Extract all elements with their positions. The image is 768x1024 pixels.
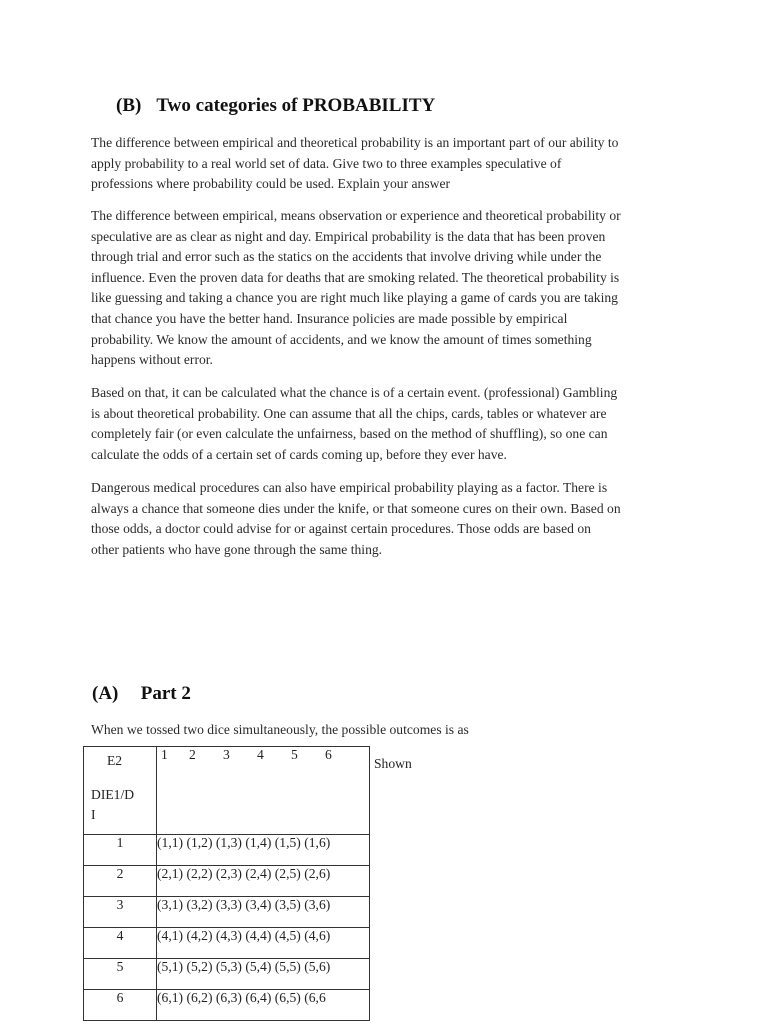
table-row	[84, 990, 370, 1021]
text-line: that chance you have the better hand. Insurance policies are made possible by empirical	[91, 310, 568, 326]
section-b-number: (B)	[116, 95, 142, 116]
paragraph-medical	[91, 478, 691, 560]
dice-outcomes-table	[83, 746, 370, 1021]
text-line: through trial and error such as the statics on the accidents that involve driving while under the	[91, 249, 602, 265]
row-label: 4	[84, 928, 157, 959]
section-a-title: Part 2	[140, 683, 191, 704]
text-line: apply probability to a real world set of data. Give two to three examples speculative of	[91, 155, 562, 171]
paragraph-question	[91, 133, 691, 195]
row-label: 3	[84, 897, 157, 928]
text-line: those odds, a doctor could advise for or against certain procedures. Those odds are based on	[91, 521, 591, 537]
paragraph-empirical-vs-theoretical	[91, 206, 691, 371]
text-line: Dangerous medical procedures can also have empirical probability playing as a factor. There is	[91, 480, 608, 495]
table-row	[84, 897, 370, 928]
table-row	[84, 928, 370, 959]
text-line: happens without error.	[91, 352, 213, 368]
text-line: The difference between empirical, means observation or experience and theoretical probability or	[91, 208, 621, 223]
table-row	[84, 835, 370, 866]
corner-bottom-label	[91, 785, 156, 825]
row-outcomes: (1,1) (1,2) (1,3) (1,4) (1,5) (1,6)	[157, 835, 370, 866]
row-label: 5	[84, 959, 157, 990]
row-label: 1	[84, 835, 157, 866]
column-headers-cell	[157, 747, 370, 835]
text-line: The difference between empirical and theoretical probability is an important part of our ability to	[91, 135, 619, 150]
paragraph-dice-intro	[91, 720, 691, 741]
section-b-heading	[116, 95, 435, 117]
column-header: 5	[291, 747, 298, 762]
row-outcomes: (5,1) (5,2) (5,3) (5,4) (5,5) (5,6)	[157, 959, 370, 990]
table-row	[84, 959, 370, 990]
text-line: Based on that, it can be calculated what the chance is of a certain event. (professional) Gambling	[91, 385, 618, 400]
text-line: speculative are as clear as night and day. Empirical probability is the data that has been proven	[91, 228, 606, 244]
paragraph-gambling	[91, 383, 691, 465]
row-outcomes: (6,1) (6,2) (6,3) (6,4) (6,5) (6,6	[157, 990, 370, 1021]
row-outcomes: (3,1) (3,2) (3,3) (3,4) (3,5) (3,6)	[157, 897, 370, 928]
table-header-row	[84, 747, 370, 835]
text-line: influence. Even the proven data for deaths that are smoking related. The theoretical probability is	[91, 269, 620, 285]
corner-bottom-line: DIE1/D	[91, 787, 135, 802]
section-a-heading	[92, 683, 191, 705]
text-line: like guessing and taking a chance you are right much like playing a game of cards you are taking	[91, 290, 618, 306]
row-outcomes: (4,1) (4,2) (4,3) (4,4) (4,5) (4,6)	[157, 928, 370, 959]
row-label: 2	[84, 866, 157, 897]
row-label: 6	[84, 990, 157, 1021]
row-outcomes: (2,1) (2,2) (2,3) (2,4) (2,5) (2,6)	[157, 866, 370, 897]
table-row	[84, 866, 370, 897]
section-b-title: Two categories of PROBABILITY	[156, 95, 436, 116]
column-header: 3	[223, 747, 230, 762]
text-line: completely fair (or even calculate the unfairness, based on the method of shuffling), so one can	[91, 426, 608, 442]
text-line: professions where probability could be used. Explain your answer	[91, 176, 451, 192]
column-header: 6	[325, 747, 332, 762]
text-line: always a chance that someone dies under the knife, or that someone cures on their own. Based on	[91, 500, 621, 516]
text-line: When we tossed two dice simultaneously, the possible outcomes is as	[91, 722, 469, 737]
text-line: calculate the odds of a certain set of cards coming up, before they ever have.	[91, 446, 507, 462]
table-corner-cell	[84, 747, 157, 835]
text-line: probability. We know the amount of accidents, and we know the amount of times something	[91, 331, 592, 347]
column-header: 2	[189, 747, 196, 762]
column-header: 4	[257, 747, 264, 762]
column-header: 1	[161, 747, 168, 762]
section-a-number: (A)	[92, 683, 119, 704]
shown-label: Shown	[374, 756, 412, 771]
text-line: is about theoretical probability. One can assume that all the chips, cards, tables or whatever are	[91, 405, 607, 421]
corner-bottom-line: I	[91, 807, 96, 822]
text-line: other patients who have gone through the same thing.	[91, 541, 383, 557]
corner-top-label: E2	[107, 753, 123, 768]
